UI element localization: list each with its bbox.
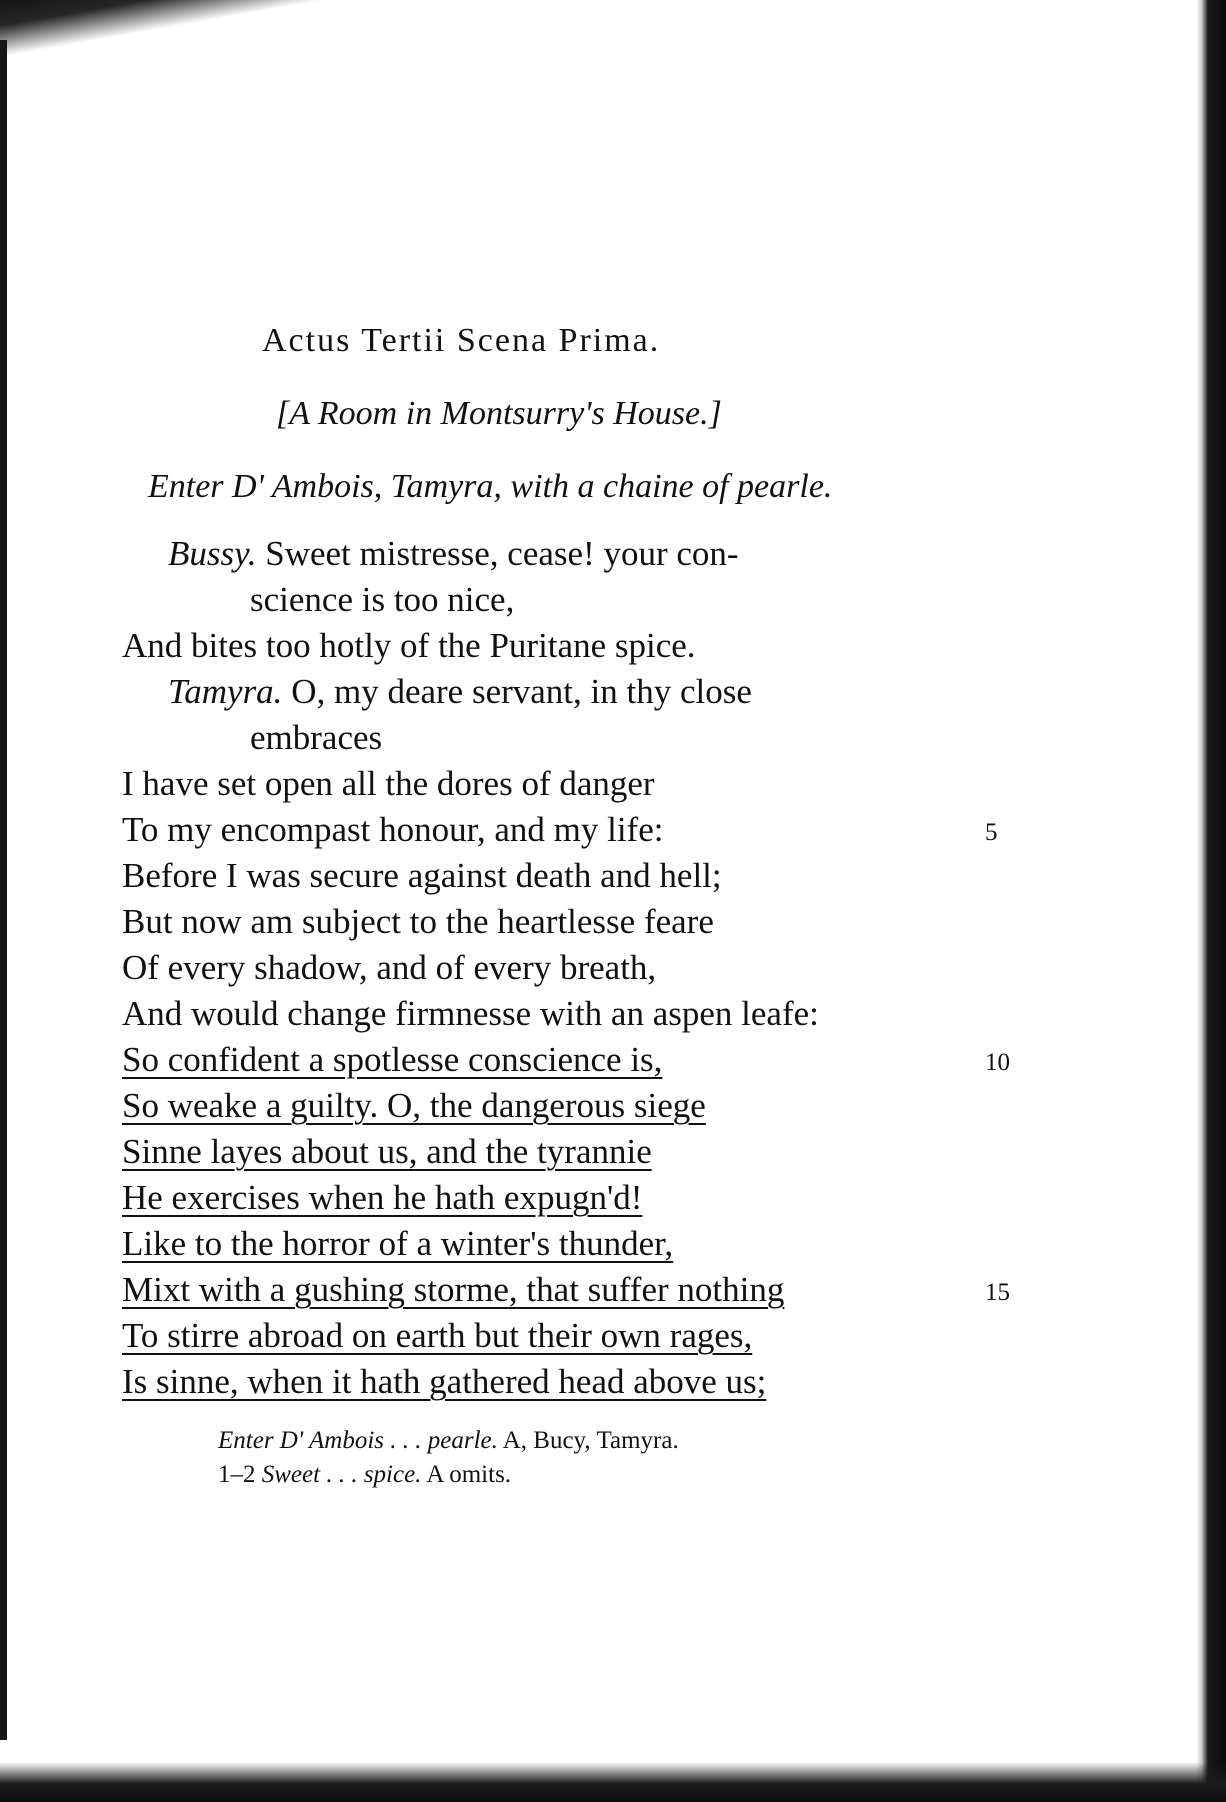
verse-line: Mixt with a gushing storme, that suffer nothing: [122, 1270, 785, 1309]
verse-line: To stirre abroad on earth but their own rages,: [122, 1316, 753, 1355]
verse-line: Sinne layes about us, and the tyrannie: [122, 1132, 652, 1171]
speaker-name: Bussy.: [168, 534, 257, 573]
scene-location: [A Room in Montsurry's House.]: [276, 395, 722, 432]
scan-shadow-left: [0, 40, 7, 1740]
footnote-note: A omits.: [426, 1461, 512, 1488]
footnote-ref: 1–2: [218, 1461, 256, 1488]
verse-line: Of every shadow, and of every breath,: [122, 948, 657, 987]
footnote: [218, 1428, 679, 1453]
verse-line: And bites too hotly of the Puritane spice.: [122, 626, 696, 665]
scan-shadow-right: [1196, 0, 1226, 1802]
line-number: 5: [985, 819, 998, 846]
verse-line: Before I was secure against death and hell;: [122, 856, 722, 895]
verse-line: I have set open all the dores of danger: [122, 764, 655, 803]
turnover-line: science is too nice,: [250, 580, 515, 619]
verse-line: Is sinne, when it hath gathered head above us;: [122, 1362, 767, 1401]
scan-shadow-top: [0, 0, 470, 60]
verse-line: Like to the horror of a winter's thunder,: [122, 1224, 674, 1263]
act-heading: Actus Tertii Scena Prima.: [262, 322, 661, 359]
verse-line: So weake a guilty. O, the dangerous siege: [122, 1086, 706, 1125]
verse-line: He exercises when he hath expugn'd!: [122, 1178, 643, 1217]
footnote-lemma: Sweet . . . spice.: [261, 1461, 422, 1488]
speech-text: Sweet mistresse, cease! your con-: [265, 534, 739, 573]
stage-direction: Enter D' Ambois, Tamyra, with a chaine of pearle.: [148, 468, 833, 505]
line-number: 10: [985, 1049, 1010, 1076]
footnote-note: A, Bucy, Tamyra.: [502, 1427, 679, 1454]
speech-line: [168, 536, 739, 571]
verse-line: And would change firmnesse with an aspen leafe:: [122, 994, 819, 1033]
footnote: [218, 1462, 511, 1487]
speech-line: [168, 674, 752, 709]
speech-text: O, my deare servant, in thy close: [291, 672, 752, 711]
speaker-name: Tamyra.: [168, 672, 283, 711]
verse-line: But now am subject to the heartlesse feare: [122, 902, 714, 941]
verse-line: To my encompast honour, and my life:: [122, 810, 664, 849]
footnote-lemma: Enter D' Ambois . . . pearle.: [218, 1427, 498, 1454]
scan-shadow-bottom: [0, 1762, 1226, 1802]
line-number: 15: [985, 1279, 1010, 1306]
verse-line: So confident a spotlesse conscience is,: [122, 1040, 663, 1079]
turnover-line: embraces: [250, 718, 383, 757]
